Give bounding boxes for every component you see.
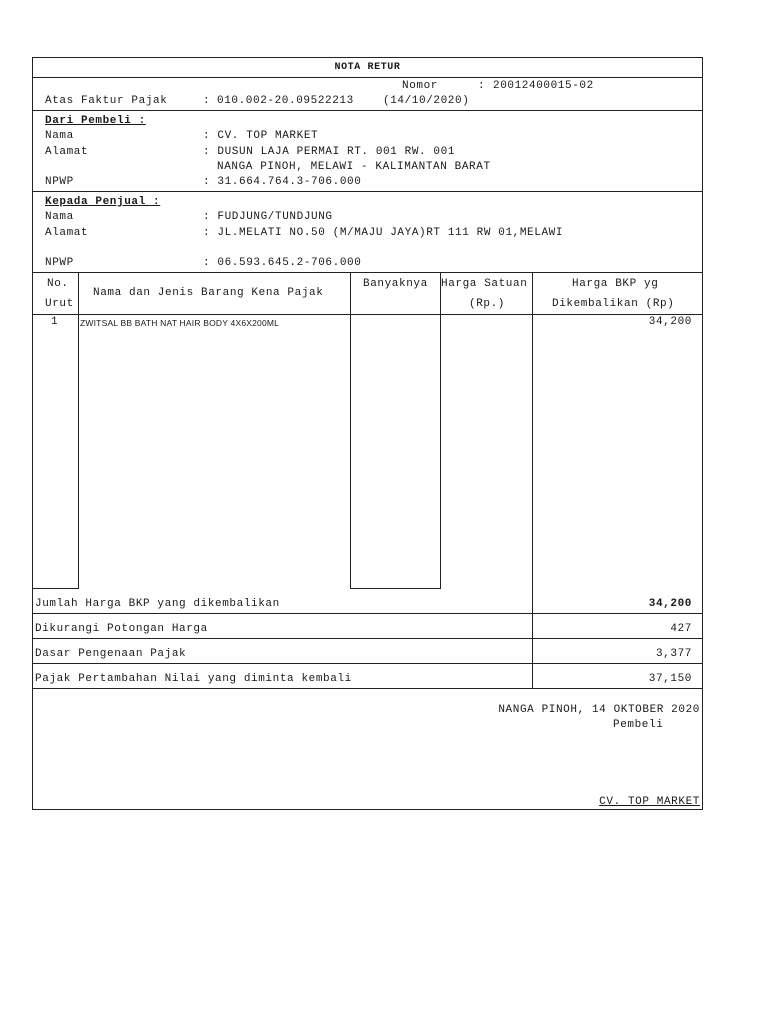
potongan-value: 427	[670, 623, 692, 635]
pembeli-npwp-label: NPWP	[45, 176, 74, 188]
signature-place-date: NANGA PINOH, 14 OKTOBER 2020	[498, 704, 700, 716]
penjual-alamat-label: Alamat	[45, 227, 89, 239]
divider	[33, 191, 702, 192]
col-no-header-1: No.	[47, 278, 69, 290]
col-divider	[532, 272, 533, 688]
col-harga-header-1: Harga Satuan	[441, 278, 528, 290]
col-harga-header-2: (Rp.)	[469, 298, 506, 310]
nota-retur-document	[32, 57, 703, 810]
signature-role: Pembeli	[613, 719, 664, 731]
potongan-label: Dikurangi Potongan Harga	[35, 623, 208, 635]
ppn-value: 37,150	[648, 673, 692, 685]
penjual-npwp: : 06.593.645.2-706.000	[203, 257, 362, 269]
pembeli-heading: Dari Pembeli :	[45, 115, 146, 127]
divider	[33, 314, 702, 315]
pembeli-nama: : CV. TOP MARKET	[203, 130, 319, 142]
faktur-date: (14/10/2020)	[383, 95, 470, 107]
document-title: NOTA RETUR	[334, 62, 401, 73]
pembeli-alamat-label: Alamat	[45, 146, 89, 158]
nomor-value: 20012400015-02	[493, 80, 594, 92]
penjual-alamat-1: : JL.MELATI NO.50 (M/MAJU JAYA)RT 111 RW 01,MELAWI	[203, 227, 564, 239]
faktur-sep: :	[203, 95, 211, 107]
divider	[33, 77, 702, 78]
divider	[33, 272, 702, 273]
pembeli-nama-label: Nama	[45, 130, 74, 142]
col-nama-header: Nama dan Jenis Barang Kena Pajak	[93, 287, 324, 299]
pembeli-alamat-1: : DUSUN LAJA PERMAI RT. 001 RW. 001	[203, 146, 456, 158]
jumlah-value: 34,200	[648, 598, 692, 610]
dpp-value: 3,377	[655, 648, 692, 660]
divider	[33, 588, 79, 589]
nomor-sep: :	[478, 80, 486, 92]
divider	[350, 588, 441, 589]
col-divider	[350, 272, 351, 588]
col-divider	[78, 272, 79, 588]
penjual-nama: : FUDJUNG/TUNDJUNG	[203, 211, 333, 223]
row-nama: ZWITSAL BB BATH NAT HAIR BODY 4X6X200ML	[80, 318, 280, 328]
divider	[33, 688, 702, 689]
pembeli-npwp: : 31.664.764.3-706.000	[203, 176, 362, 188]
divider	[33, 613, 702, 614]
dpp-label: Dasar Pengenaan Pajak	[35, 648, 187, 660]
jumlah-label: Jumlah Harga BKP yang dikembalikan	[35, 598, 280, 610]
col-bkp-header-1: Harga BKP yg	[572, 278, 659, 290]
col-banyak-header: Banyaknya	[363, 278, 428, 290]
penjual-heading: Kepada Penjual :	[45, 196, 161, 208]
row-no: 1	[51, 316, 59, 328]
row-bkp: 34,200	[648, 316, 692, 328]
ppn-label: Pajak Pertambahan Nilai yang diminta kembali	[35, 673, 352, 685]
penjual-npwp-label: NPWP	[45, 257, 74, 269]
divider	[33, 110, 702, 111]
col-divider	[440, 272, 441, 588]
nomor-label: Nomor	[402, 80, 439, 92]
faktur-value: 010.002-20.09522213	[217, 95, 354, 107]
col-no-header-2: Urut	[45, 298, 74, 310]
divider	[33, 638, 702, 639]
divider	[33, 663, 702, 664]
faktur-label: Atas Faktur Pajak	[45, 95, 168, 107]
penjual-nama-label: Nama	[45, 211, 74, 223]
signature-name: CV. TOP MARKET	[599, 796, 700, 808]
col-bkp-header-2: Dikembalikan (Rp)	[552, 298, 675, 310]
pembeli-alamat-2: NANGA PINOH, MELAWI - KALIMANTAN BARAT	[217, 161, 491, 173]
